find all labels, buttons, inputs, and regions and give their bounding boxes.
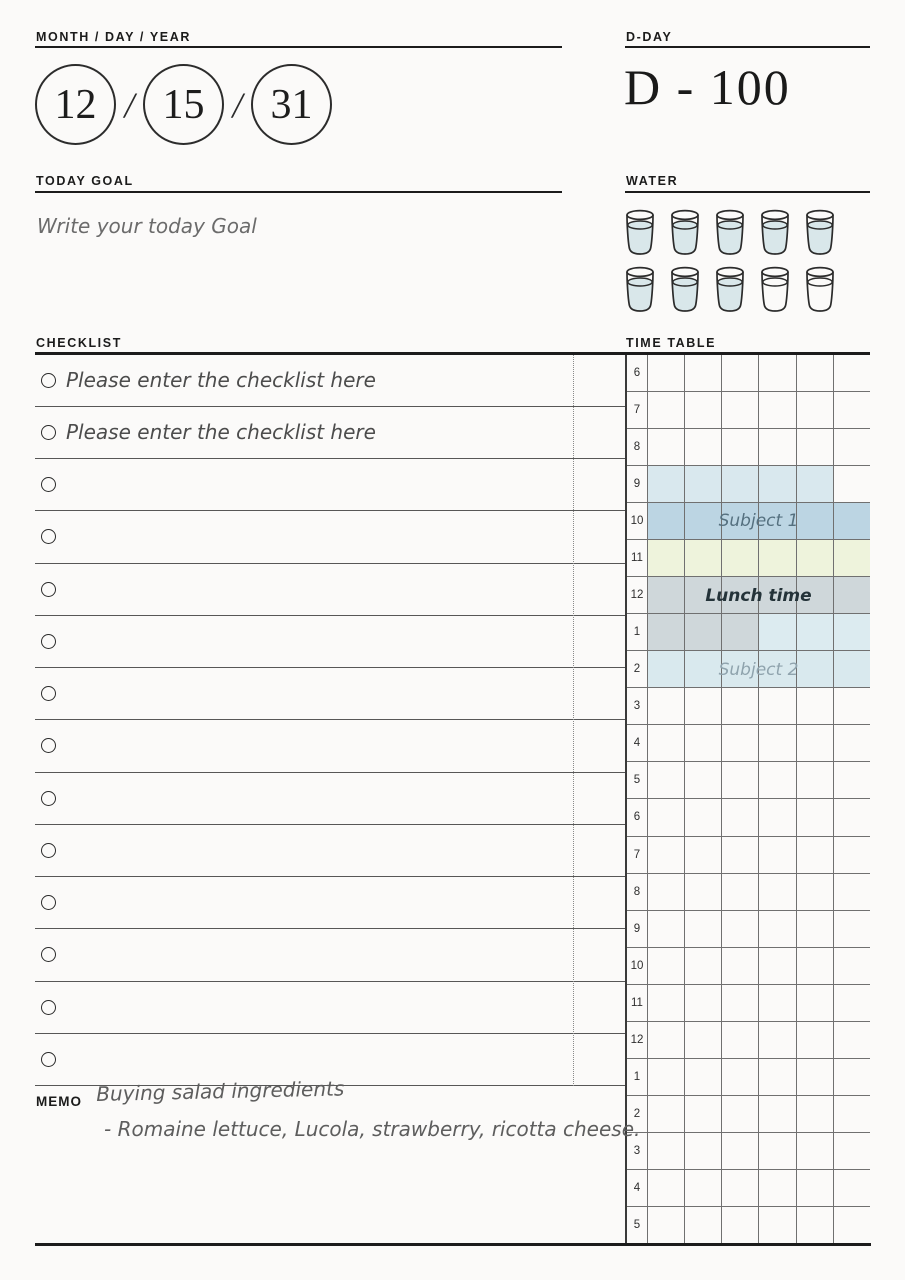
timetable-cell[interactable] — [721, 688, 758, 724]
memo-line-2[interactable]: - Romaine lettuce, Lucola, strawberry, ricotta cheese. — [104, 1117, 641, 1141]
checkbox-circle-icon[interactable] — [41, 477, 56, 492]
timetable-cell[interactable] — [684, 799, 721, 835]
timetable-grid — [625, 355, 870, 1245]
timetable-cell[interactable] — [647, 874, 684, 910]
water-glass-icon[interactable] — [715, 209, 745, 255]
dday-section-underline — [625, 46, 870, 48]
timetable-cell[interactable] — [647, 1022, 684, 1058]
timetable-cell[interactable] — [721, 1133, 758, 1169]
timetable-cell[interactable] — [758, 614, 795, 650]
timetable-cell[interactable] — [684, 1059, 721, 1095]
timetable-cell[interactable] — [833, 1096, 870, 1132]
timetable-cell[interactable] — [758, 1022, 795, 1058]
date-fields — [35, 64, 332, 145]
timetable-row — [627, 614, 870, 651]
goal-input-text[interactable]: Write your today Goal — [37, 214, 257, 238]
timetable-row — [627, 725, 870, 762]
timetable-cell[interactable] — [796, 614, 833, 650]
timetable-cell[interactable] — [833, 392, 870, 428]
timetable-cell[interactable] — [758, 1059, 795, 1095]
timetable-cell[interactable] — [721, 911, 758, 947]
timetable-cell[interactable] — [833, 762, 870, 798]
timetable-cell[interactable] — [684, 874, 721, 910]
timetable-cell[interactable] — [796, 466, 833, 502]
timetable-cell[interactable] — [684, 725, 721, 761]
timetable-cell[interactable] — [684, 837, 721, 873]
timetable-cell[interactable] — [796, 1170, 833, 1206]
timetable-cell[interactable] — [647, 429, 684, 465]
timetable-cell[interactable] — [796, 1096, 833, 1132]
timetable-event-label: Subject 1 — [718, 511, 799, 532]
timetable-cell[interactable] — [721, 392, 758, 428]
water-glass-icon[interactable] — [715, 266, 745, 312]
timetable-cell[interactable] — [833, 874, 870, 910]
timetable-cell[interactable] — [647, 688, 684, 724]
timetable-cell[interactable] — [833, 948, 870, 984]
timetable-cell[interactable] — [684, 911, 721, 947]
timetable-cell[interactable] — [796, 911, 833, 947]
timetable-cell[interactable] — [721, 466, 758, 502]
checkbox-circle-icon[interactable] — [41, 843, 56, 858]
water-glass-icon[interactable] — [805, 266, 835, 312]
timetable-cell[interactable] — [833, 799, 870, 835]
timetable-event-label: Subject 2 — [718, 659, 799, 680]
hour-label: 9 — [633, 922, 641, 935]
timetable-cell[interactable] — [647, 948, 684, 984]
timetable-row — [627, 688, 870, 725]
timetable-cell[interactable] — [833, 911, 870, 947]
timetable-cell[interactable] — [758, 762, 795, 798]
timetable-cell[interactable] — [833, 540, 870, 576]
timetable-cell[interactable] — [721, 985, 758, 1021]
timetable-cell[interactable] — [721, 837, 758, 873]
timetable-cell[interactable] — [758, 688, 795, 724]
timetable-cell[interactable] — [684, 614, 721, 650]
checklist-section-label: CHECKLIST — [36, 336, 122, 350]
timetable-cell[interactable] — [647, 392, 684, 428]
hour-label: 11 — [631, 551, 643, 564]
timetable-cell[interactable] — [833, 1133, 870, 1169]
hour-label: 6 — [633, 366, 641, 379]
water-glass-icon[interactable] — [760, 266, 790, 312]
memo-line-1[interactable]: Buying salad ingredients — [96, 1076, 345, 1106]
timetable-cell[interactable] — [684, 466, 721, 502]
timetable-cell[interactable] — [684, 1096, 721, 1132]
checklist-row[interactable] — [35, 825, 626, 877]
timetable-cell[interactable] — [796, 1207, 833, 1243]
memo-section-label: MEMO — [36, 1094, 82, 1109]
water-section-label: WATER — [626, 174, 679, 188]
timetable-row — [627, 799, 870, 836]
water-section-underline — [625, 191, 870, 193]
timetable-cell[interactable] — [796, 540, 833, 576]
timetable-cell[interactable] — [721, 1096, 758, 1132]
timetable-section-label: TIME TABLE — [626, 336, 717, 350]
checklist-row[interactable] — [35, 720, 626, 772]
timetable-cell[interactable] — [796, 392, 833, 428]
timetable-cell[interactable] — [684, 540, 721, 576]
timetable-cell[interactable] — [721, 725, 758, 761]
timetable-row — [627, 837, 870, 874]
water-glass-icon[interactable] — [625, 266, 655, 312]
timetable-cell[interactable] — [647, 466, 684, 502]
dday-section-label: D-DAY — [626, 30, 673, 44]
timetable-row — [627, 1170, 870, 1207]
hour-label: 11 — [631, 996, 643, 1009]
timetable-cell[interactable] — [833, 429, 870, 465]
timetable-cell[interactable] — [833, 1059, 870, 1095]
timetable-cell[interactable] — [758, 911, 795, 947]
timetable-cell[interactable] — [721, 1022, 758, 1058]
timetable-cell[interactable] — [758, 1133, 795, 1169]
timetable-cell[interactable] — [796, 874, 833, 910]
hour-label: 4 — [633, 737, 641, 750]
checklist-row[interactable] — [35, 564, 626, 616]
timetable-cell[interactable] — [796, 1059, 833, 1095]
timetable-cell[interactable] — [647, 1170, 684, 1206]
checkbox-circle-icon[interactable] — [41, 686, 56, 701]
timetable-cell[interactable] — [647, 614, 684, 650]
timetable-cell[interactable] — [684, 948, 721, 984]
checkbox-circle-icon[interactable] — [41, 738, 56, 753]
water-glasses — [625, 209, 870, 312]
timetable-cell[interactable] — [647, 540, 684, 576]
timetable-cell[interactable] — [721, 614, 758, 650]
checkbox-circle-icon[interactable] — [41, 425, 56, 440]
timetable-row — [627, 762, 870, 799]
timetable-cell[interactable] — [647, 1207, 684, 1243]
timetable-cell[interactable] — [721, 1207, 758, 1243]
checkbox-circle-icon[interactable] — [41, 373, 56, 388]
timetable-cell[interactable] — [684, 985, 721, 1021]
timetable-cell[interactable] — [647, 799, 684, 835]
timetable-cell[interactable] — [684, 392, 721, 428]
timetable-cell[interactable] — [684, 1170, 721, 1206]
timetable-cell[interactable] — [721, 429, 758, 465]
timetable-cell[interactable] — [833, 355, 870, 391]
timetable-cell[interactable] — [721, 948, 758, 984]
timetable-row — [627, 985, 870, 1022]
water-glass-icon[interactable] — [670, 266, 700, 312]
timetable-cell[interactable] — [721, 799, 758, 835]
date-separator: / — [124, 84, 135, 125]
timetable-cell[interactable] — [647, 985, 684, 1021]
timetable-cell[interactable] — [758, 1096, 795, 1132]
timetable-cell[interactable] — [758, 429, 795, 465]
timetable-cell[interactable] — [647, 762, 684, 798]
timetable-cell[interactable] — [758, 355, 795, 391]
timetable-cell[interactable] — [833, 985, 870, 1021]
timetable-cell[interactable] — [758, 874, 795, 910]
timetable-cell[interactable] — [833, 1170, 870, 1206]
day-field[interactable]: 15 — [143, 64, 224, 145]
hour-label: 5 — [633, 774, 641, 787]
hour-label: 3 — [633, 1145, 641, 1158]
checklist-item-text: Please enter the checklist here — [66, 368, 376, 393]
timetable-cell[interactable] — [647, 1133, 684, 1169]
timetable-cell[interactable] — [796, 429, 833, 465]
checklist-row[interactable] — [35, 877, 626, 929]
date-section-label: MONTH / DAY / YEAR — [36, 30, 191, 44]
checkbox-circle-icon[interactable] — [41, 791, 56, 806]
water-glass-icon[interactable] — [760, 209, 790, 255]
timetable-row — [627, 429, 870, 466]
timetable-cell[interactable] — [684, 1022, 721, 1058]
date-separator: / — [232, 84, 243, 125]
checkbox-circle-icon[interactable] — [41, 947, 56, 962]
timetable-cell[interactable] — [721, 355, 758, 391]
hour-label: 2 — [633, 663, 641, 676]
timetable-cell[interactable] — [833, 1022, 870, 1058]
water-glass-icon[interactable] — [670, 209, 700, 255]
timetable-cell[interactable] — [684, 355, 721, 391]
checkbox-circle-icon[interactable] — [41, 582, 56, 597]
timetable-row — [627, 1022, 870, 1059]
timetable-cell[interactable] — [796, 1022, 833, 1058]
timetable-cell[interactable] — [647, 837, 684, 873]
year-field[interactable]: 31 — [251, 64, 332, 145]
timetable-row — [627, 1207, 870, 1244]
timetable-cell[interactable] — [758, 1170, 795, 1206]
timetable-cell[interactable] — [647, 725, 684, 761]
timetable-row — [627, 1059, 870, 1096]
hour-label: 12 — [630, 1033, 644, 1046]
timetable-event-label: Lunch time — [705, 585, 812, 606]
timetable-row — [627, 355, 870, 392]
timetable-row — [627, 1133, 870, 1170]
timetable-cell[interactable] — [796, 762, 833, 798]
timetable-cell[interactable] — [647, 355, 684, 391]
timetable-cell[interactable] — [796, 1133, 833, 1169]
timetable-cell[interactable] — [647, 1096, 684, 1132]
hour-label: 5 — [633, 1219, 641, 1232]
timetable-cell[interactable] — [758, 1207, 795, 1243]
checklist-row[interactable] — [35, 982, 626, 1034]
timetable-cell[interactable] — [684, 1207, 721, 1243]
checklist-row[interactable] — [35, 407, 626, 459]
timetable-cell[interactable] — [758, 725, 795, 761]
timetable-cell[interactable] — [833, 725, 870, 761]
timetable-cell[interactable] — [721, 1059, 758, 1095]
checklist-divider-dotted-line — [573, 355, 574, 1086]
timetable-cell[interactable] — [833, 614, 870, 650]
timetable-cell[interactable] — [758, 799, 795, 835]
hour-label: 1 — [633, 626, 641, 639]
dday-value[interactable]: D - 100 — [624, 59, 791, 115]
timetable-row — [627, 1096, 870, 1133]
timetable-cell[interactable] — [721, 1170, 758, 1206]
hour-label: 7 — [633, 848, 641, 861]
timetable-row — [627, 466, 870, 503]
timetable-cell[interactable] — [796, 355, 833, 391]
timetable-cell[interactable] — [796, 837, 833, 873]
goal-section-underline — [35, 191, 562, 193]
timetable-cell[interactable] — [796, 725, 833, 761]
checklist-row[interactable] — [35, 616, 626, 668]
checkbox-circle-icon[interactable] — [41, 1052, 56, 1067]
timetable-cell[interactable] — [721, 762, 758, 798]
timetable-row — [627, 948, 870, 985]
timetable-cell[interactable] — [758, 948, 795, 984]
checkbox-circle-icon[interactable] — [41, 1000, 56, 1015]
hour-label: 3 — [633, 700, 641, 713]
month-field[interactable]: 12 — [35, 64, 116, 145]
checklist-row[interactable] — [35, 511, 626, 563]
timetable-cell[interactable] — [684, 688, 721, 724]
timetable-cell[interactable] — [796, 799, 833, 835]
timetable-cell[interactable] — [758, 466, 795, 502]
checkbox-circle-icon[interactable] — [41, 634, 56, 649]
hour-label: 10 — [630, 514, 644, 527]
timetable-cell[interactable] — [833, 1207, 870, 1243]
date-section-underline — [35, 46, 562, 48]
timetable-cell[interactable] — [721, 874, 758, 910]
timetable-cell[interactable] — [796, 985, 833, 1021]
checklist-row[interactable] — [35, 459, 626, 511]
timetable-cell[interactable] — [684, 429, 721, 465]
timetable-row — [627, 874, 870, 911]
checklist-rows — [35, 355, 626, 1087]
timetable-cell[interactable] — [758, 985, 795, 1021]
timetable-cell[interactable] — [647, 1059, 684, 1095]
timetable-cell[interactable] — [758, 540, 795, 576]
timetable-row — [627, 540, 870, 577]
timetable-cell[interactable] — [684, 1133, 721, 1169]
hour-label: 2 — [633, 1108, 641, 1121]
timetable-cell[interactable] — [758, 837, 795, 873]
checklist-row[interactable] — [35, 773, 626, 825]
hour-label: 10 — [630, 959, 644, 972]
water-glass-icon[interactable] — [625, 209, 655, 255]
checklist-item-text: Please enter the checklist here — [66, 420, 376, 445]
hour-label: 8 — [633, 885, 641, 898]
hour-label: 7 — [633, 403, 641, 416]
checkbox-circle-icon[interactable] — [41, 529, 56, 544]
timetable-cell[interactable] — [721, 540, 758, 576]
checklist-row[interactable] — [35, 929, 626, 981]
hour-label: 1 — [633, 1071, 641, 1084]
checklist-row[interactable] — [35, 355, 626, 407]
timetable-cell[interactable] — [758, 392, 795, 428]
hour-label: 6 — [633, 811, 641, 824]
goal-section-label: TODAY GOAL — [36, 174, 134, 188]
water-glass-icon[interactable] — [805, 209, 835, 255]
timetable-cell[interactable] — [833, 688, 870, 724]
hour-label: 4 — [633, 1182, 641, 1195]
hour-label: 9 — [633, 477, 641, 490]
hour-label: 12 — [630, 589, 644, 601]
checklist-row[interactable] — [35, 668, 626, 720]
timetable-cell[interactable] — [796, 948, 833, 984]
timetable-cell[interactable] — [833, 837, 870, 873]
timetable-cell[interactable] — [796, 688, 833, 724]
page-bottom-border — [35, 1243, 871, 1246]
checkbox-circle-icon[interactable] — [41, 895, 56, 910]
timetable-cell[interactable] — [647, 911, 684, 947]
hour-label: 8 — [633, 440, 641, 453]
timetable-cell[interactable] — [833, 466, 870, 502]
timetable-row — [627, 911, 870, 948]
timetable-cell[interactable] — [684, 762, 721, 798]
timetable-row — [627, 392, 870, 429]
